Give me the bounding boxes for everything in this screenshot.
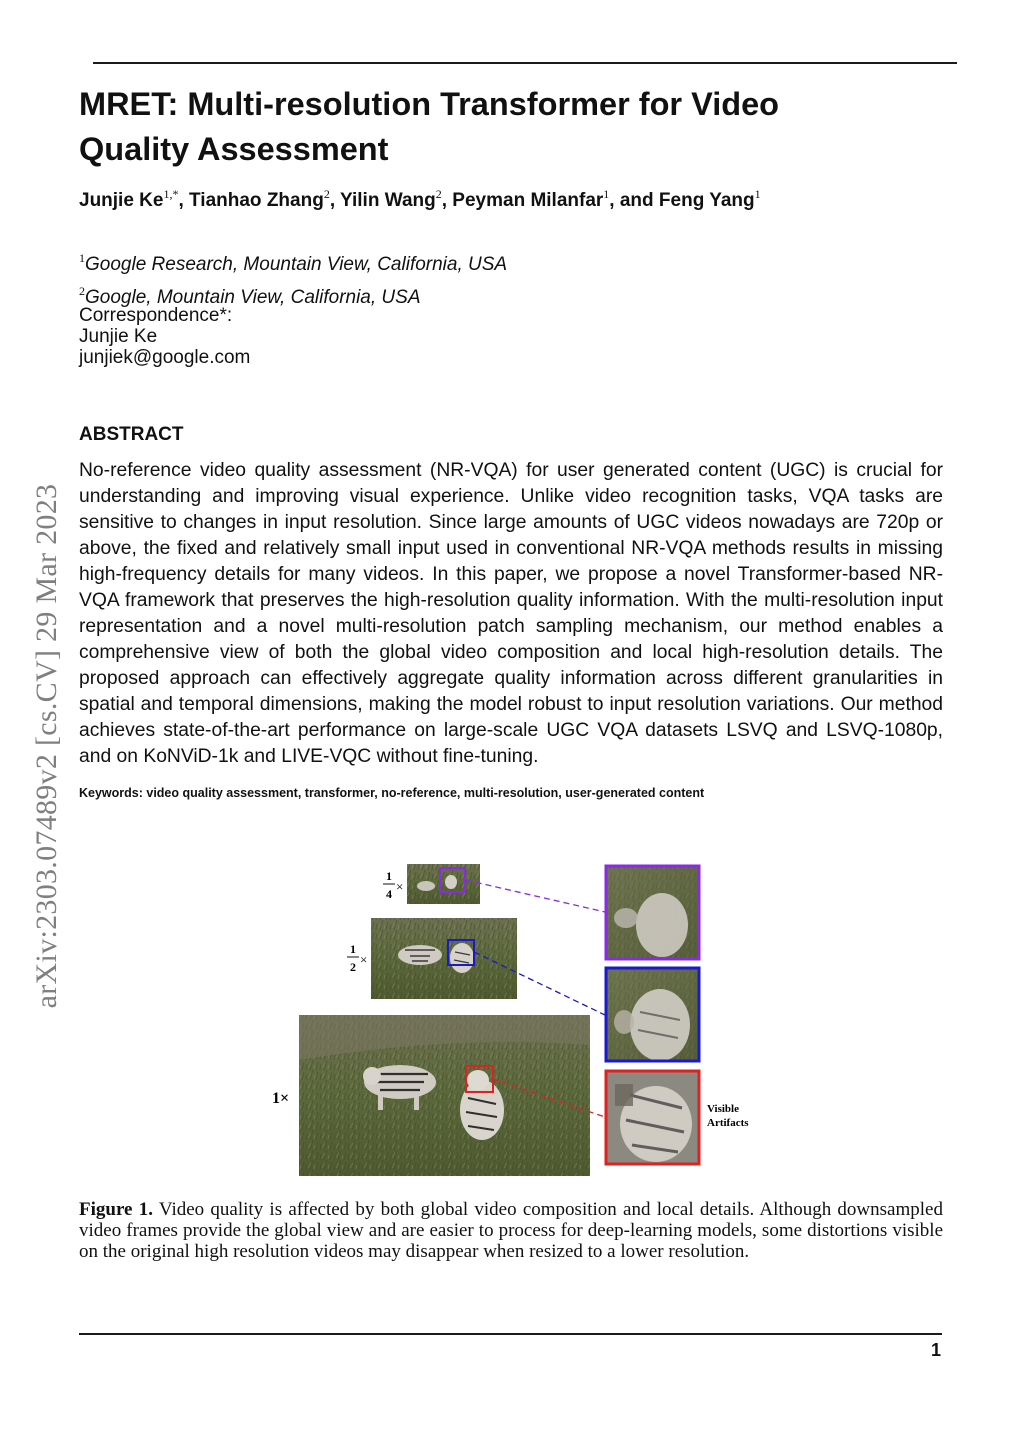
author-name: Yilin Wang [340,190,436,211]
author-sep: , [178,190,190,211]
author-list [79,178,839,217]
author-mark: 2 [435,187,442,201]
correspondence-label: Correspondence*: [79,305,233,326]
scale-label-quarter-den: 4 [386,887,392,901]
visible-artifacts-label-line2: Artifacts [707,1117,749,1129]
affiliations [79,245,507,311]
author-sep: , [441,190,453,211]
author-sep: , [329,190,341,211]
affiliation-line [79,245,507,278]
affiliation-text: Google, Mountain View, California, USA [85,287,421,308]
caption-text: Video quality is affected by both global video composition and local details. Although downsampled video frames provide the global view and are easier to process for deep-learning models, some distortions visible on the original high resolution videos may disappear when resized to a lower resolution. [79,1199,943,1262]
paper-title: MRET: Multi-resolution Transformer for Video Quality Assessment [79,86,780,167]
image-half-scale [371,918,517,999]
scale-label-quarter-times: × [396,879,404,894]
author-mark: 1 [754,187,761,201]
author-mark: 1,* [163,187,179,201]
author-name: Feng Yang [658,190,755,211]
connector-purple [466,880,605,912]
affiliation-mark: 2 [79,284,85,298]
scale-label-full: 1× [272,1090,290,1107]
visible-artifacts-label-line1: Visible [707,1103,739,1115]
author-name: Peyman Milanfar [452,190,604,211]
image-quarter-scale [407,864,480,904]
correspondence-name: Junjie Ke [79,326,158,347]
correspondence [79,305,250,368]
affiliation-text: Google Research, Mountain View, California, USA [85,254,508,275]
caption-label: Figure 1. [79,1199,153,1220]
correspondence-email[interactable]: junjiek@google.com [79,347,251,368]
author-name: Tianhao Zhang [189,190,324,211]
keywords: Keywords: video quality assessment, transformer, no-reference, multi-resolution, user-generated content [79,786,705,800]
author-mark: 1 [603,187,610,201]
arxiv-stamp: arXiv:2303.07489v2 [cs.CV] 29 Mar 2023 [30,483,63,1009]
top-rule [93,62,957,64]
author-mark: 2 [323,187,330,201]
bottom-rule [79,1333,942,1335]
abstract-heading: ABSTRACT [79,424,184,445]
page-number: 1 [930,1340,941,1360]
zoom-crop-half [606,968,699,1061]
figure-caption [79,1199,943,1262]
scale-label-quarter-num: 1 [386,869,392,883]
affiliation-mark: 1 [79,251,85,265]
abstract-text: No-reference video quality assessment (NR-VQA) for user generated content (UGC) is crucial for understanding and improving visual experience. Unlike video recognition tasks, VQA tasks are sensitive to changes in input resolution. Since large amounts of UGC videos nowadays are 720p or above, the fixed and relatively small input used in conventional NR-VQA methods results in missing high-frequency details for many videos. In this paper, we propose a novel Transformer-based NR-VQA framework that preserves the high-resolution quality information. With the multi-resolution input representation and a novel multi-resolution patch sampling mechanism, our method enables a comprehensive view of both the global video composition and local high-resolution details. The proposed approach can effectively aggregate quality information across different granularities in spatial and temporal dimensions, making the model robust to input resolution variations. Our method achieves state-of-the-art performance on large-scale UGC VQA datasets LSVQ and LSVQ-1080p, and on KoNViD-1k and LIVE-VQC without fine-tuning. [79,460,943,767]
scale-label-half-times: × [360,952,368,967]
author-name: Junjie Ke [79,190,164,211]
zoom-crop-quarter [606,866,699,959]
zoom-crop-full [606,1071,699,1164]
author-sep: , and [609,190,659,211]
image-full-scale [299,1015,590,1176]
scale-label-half-num: 1 [350,942,356,956]
scale-label-half-den: 2 [350,960,356,974]
